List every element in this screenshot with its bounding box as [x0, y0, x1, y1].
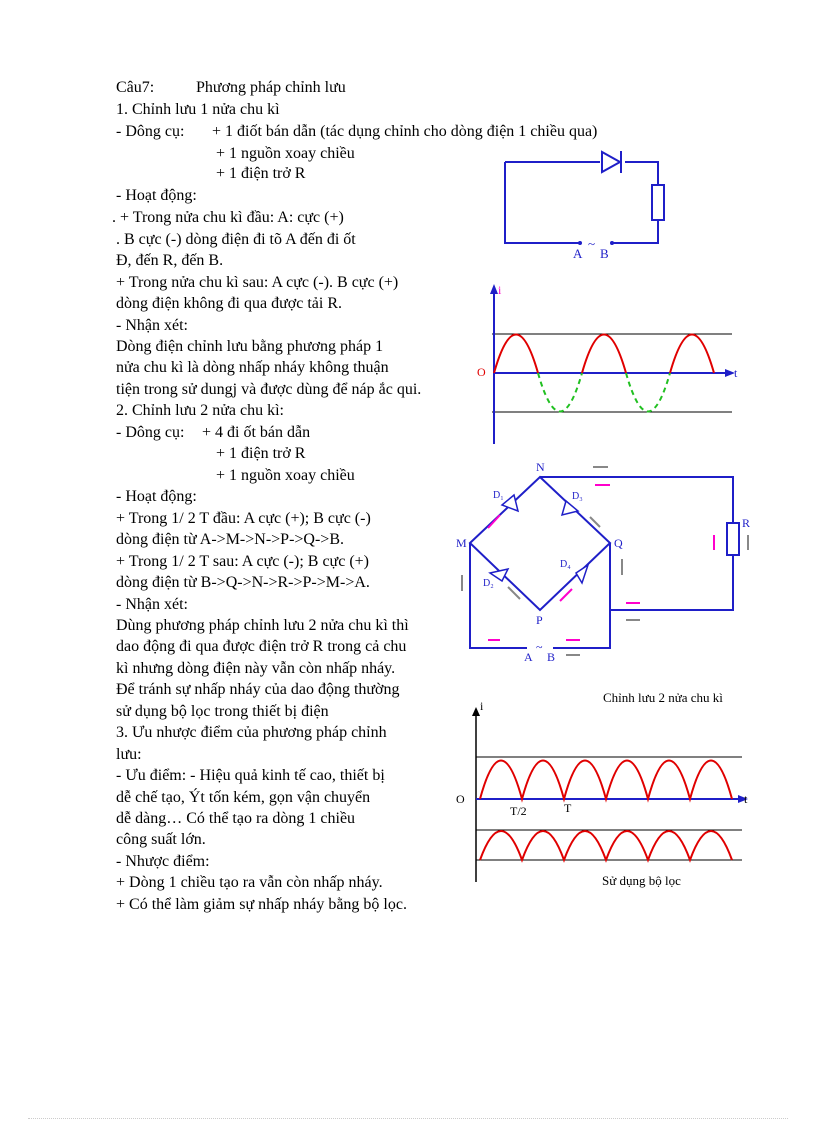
sec2-op-2: dòng điện từ A->M->N->P->Q->B.: [116, 531, 344, 548]
source-tilde: ~: [536, 640, 543, 654]
diode-d3: [562, 501, 578, 515]
node-p-label: P: [536, 613, 543, 627]
terminal-a-label: A: [524, 650, 533, 664]
filter-caption: Sử dụng bộ lọc: [602, 873, 681, 888]
y-axis-label: i: [498, 283, 502, 297]
sec2-op-3: + Trong 1/ 2 T sau: A cực (-); B cực (+): [116, 553, 370, 570]
half-wave-waveform: [472, 282, 744, 447]
terminal-a-dot: [578, 241, 582, 245]
sec1-op-5: dòng điện không đi qua được tải R.: [116, 295, 342, 312]
d3-label: D₃: [572, 491, 583, 502]
terminal-a-label: A: [573, 246, 583, 261]
suppressed-wave: [538, 373, 670, 412]
filtered-wave: [480, 831, 732, 860]
d4-label: D₄: [560, 559, 571, 570]
node-q-label: Q: [614, 536, 623, 550]
sec3-pros-3: dễ dàng… Có thể tạo ra dòng 1 chiều: [116, 810, 356, 827]
page-footer-divider: [28, 1118, 788, 1119]
d1-label: D₁: [493, 490, 504, 501]
terminal-b-dot: [610, 241, 614, 245]
sec1-tools-label: - Dông cụ:: [116, 123, 185, 140]
bridge-caption: Chỉnh lưu 2 nửa chu kì: [603, 690, 723, 705]
sec2-note-3: kì nhưng dòng điện này vẫn còn nhấp nháy.: [116, 660, 396, 677]
sec3-cons-2: + Có thể làm giảm sự nhấp nháy bằng bộ lọc.: [116, 896, 407, 913]
sec2-tool-1: + 4 đi ốt bán dẫn: [202, 424, 311, 441]
origin-label: O: [477, 365, 486, 379]
sec2-op-label: - Hoạt động:: [116, 488, 197, 505]
sec2-tool-2: + 1 điện trở R: [216, 445, 306, 462]
node-m-label: M: [456, 536, 467, 550]
sec1-note-label: - Nhận xét:: [116, 317, 188, 334]
sec1-op-1-text: . + Trong nửa chu kì đầu: A: cực (+): [112, 209, 344, 226]
sec2-op-1: + Trong 1/ 2 T đầu: A cực (+); B cực (-): [116, 510, 371, 527]
period-label: T: [564, 801, 572, 815]
sec2-op-4: dòng điện từ B->Q->N->R->P->M->A.: [116, 574, 370, 591]
sec2-heading: 2. Chỉnh lưu 2 nửa chu kì:: [116, 402, 284, 419]
sec1-tool-1: + 1 điốt bán dẫn (tác dụng chỉnh cho dòng điện 1 chiều qua): [212, 123, 598, 140]
rectified-wave: [494, 335, 714, 374]
sec2-note-2: dao động đi qua được điện trở R trong cả chu: [116, 638, 407, 655]
sec1-op-1: [112, 208, 344, 228]
sec2-note-label: - Nhận xét:: [116, 596, 188, 613]
sec3-cons-1: + Dòng 1 chiều tạo ra vẫn còn nhấp nháy.: [116, 874, 383, 891]
x-axis-label: t: [744, 792, 748, 806]
sec3-pros-2: dễ chế tạo, Ýt tốn kém, gọn vận chuyển: [116, 789, 371, 806]
bridge-diamond: [470, 477, 610, 610]
sec1-op-3: Đ, đến R, đến B.: [116, 252, 224, 269]
pink-arrow-mn: [488, 515, 500, 528]
sec3-pros-1: - Ưu điểm: - Hiệu quả kinh tế cao, thiết bị: [116, 767, 385, 784]
full-wave-waveform: [452, 702, 752, 884]
bridge-rectifier-diagram: [450, 455, 770, 667]
source-tilde: ~: [588, 236, 596, 251]
resistor-symbol: [652, 185, 664, 220]
origin-label: O: [456, 792, 465, 806]
full-wave-rectified: [480, 761, 732, 800]
diode-d4: [576, 565, 588, 583]
sec1-op-4: + Trong nửa chu kì sau: A cực (-). B cực (+): [116, 274, 399, 291]
diode-d1: [502, 495, 518, 511]
sec1-tool-3: + 1 điện trở R: [216, 165, 306, 182]
sec2-note-5: sử dụng bộ lọc trong thiết bị điện: [116, 703, 329, 720]
sec1-heading: 1. Chỉnh lưu 1 nửa chu kì: [116, 101, 280, 118]
half-wave-circuit-diagram: [495, 140, 675, 265]
node-n-label: N: [536, 460, 545, 474]
load-loop-wire: [540, 477, 733, 610]
sec3-pros-4: công suất lớn.: [116, 831, 206, 848]
sec1-note-1: Dòng điện chỉnh lưu bằng phương pháp 1: [116, 338, 384, 355]
sec2-note-4: Để tránh sự nhấp nháy của dao động thường: [116, 681, 400, 698]
source-loop-wire: [470, 543, 610, 648]
page-title: Phương pháp chỉnh lưu: [196, 79, 346, 96]
y-axis-label: i: [480, 702, 484, 713]
sec1-note-3: tiện trong sử dungj và được dùng để náp ắc qui.: [116, 381, 422, 398]
load-resistor: [727, 523, 739, 555]
x-axis-label: t: [734, 366, 738, 380]
sec3-heading-1: 3. Ưu nhược điểm của phương pháp chỉnh: [116, 724, 387, 741]
sec2-tools-label: - Dông cụ:: [116, 424, 185, 441]
sec2-note-1: Dùng phương pháp chỉnh lưu 2 nửa chu kì thì: [116, 617, 409, 634]
terminal-b-label: B: [547, 650, 556, 664]
diode-symbol: [602, 152, 620, 172]
question-number: Câu7:: [116, 79, 155, 96]
sec1-note-2: nửa chu kì là dòng nhấp nháy không thuận: [116, 359, 389, 376]
terminal-b-label: B: [600, 246, 609, 261]
sec3-cons-label: - Nhược điểm:: [116, 853, 210, 870]
half-period-label: T/2: [510, 804, 527, 818]
pink-arrow-pq: [560, 589, 572, 601]
y-axis-arrow: [472, 707, 480, 716]
sec2-tool-3: + 1 nguồn xoay chiều: [216, 467, 355, 484]
d2-label: D₂: [483, 578, 494, 589]
sec1-tool-2: + 1 nguồn xoay chiều: [216, 145, 355, 162]
resistor-label: R: [742, 516, 751, 530]
y-axis-arrow: [490, 284, 498, 294]
circuit-wire: [505, 162, 658, 243]
sec1-op-2: . B cực (-) dòng điện đi tõ A đến đi ốt: [116, 231, 356, 248]
sec3-heading-2: lưu:: [116, 746, 142, 763]
sec1-op-label: - Hoạt động:: [116, 187, 197, 204]
